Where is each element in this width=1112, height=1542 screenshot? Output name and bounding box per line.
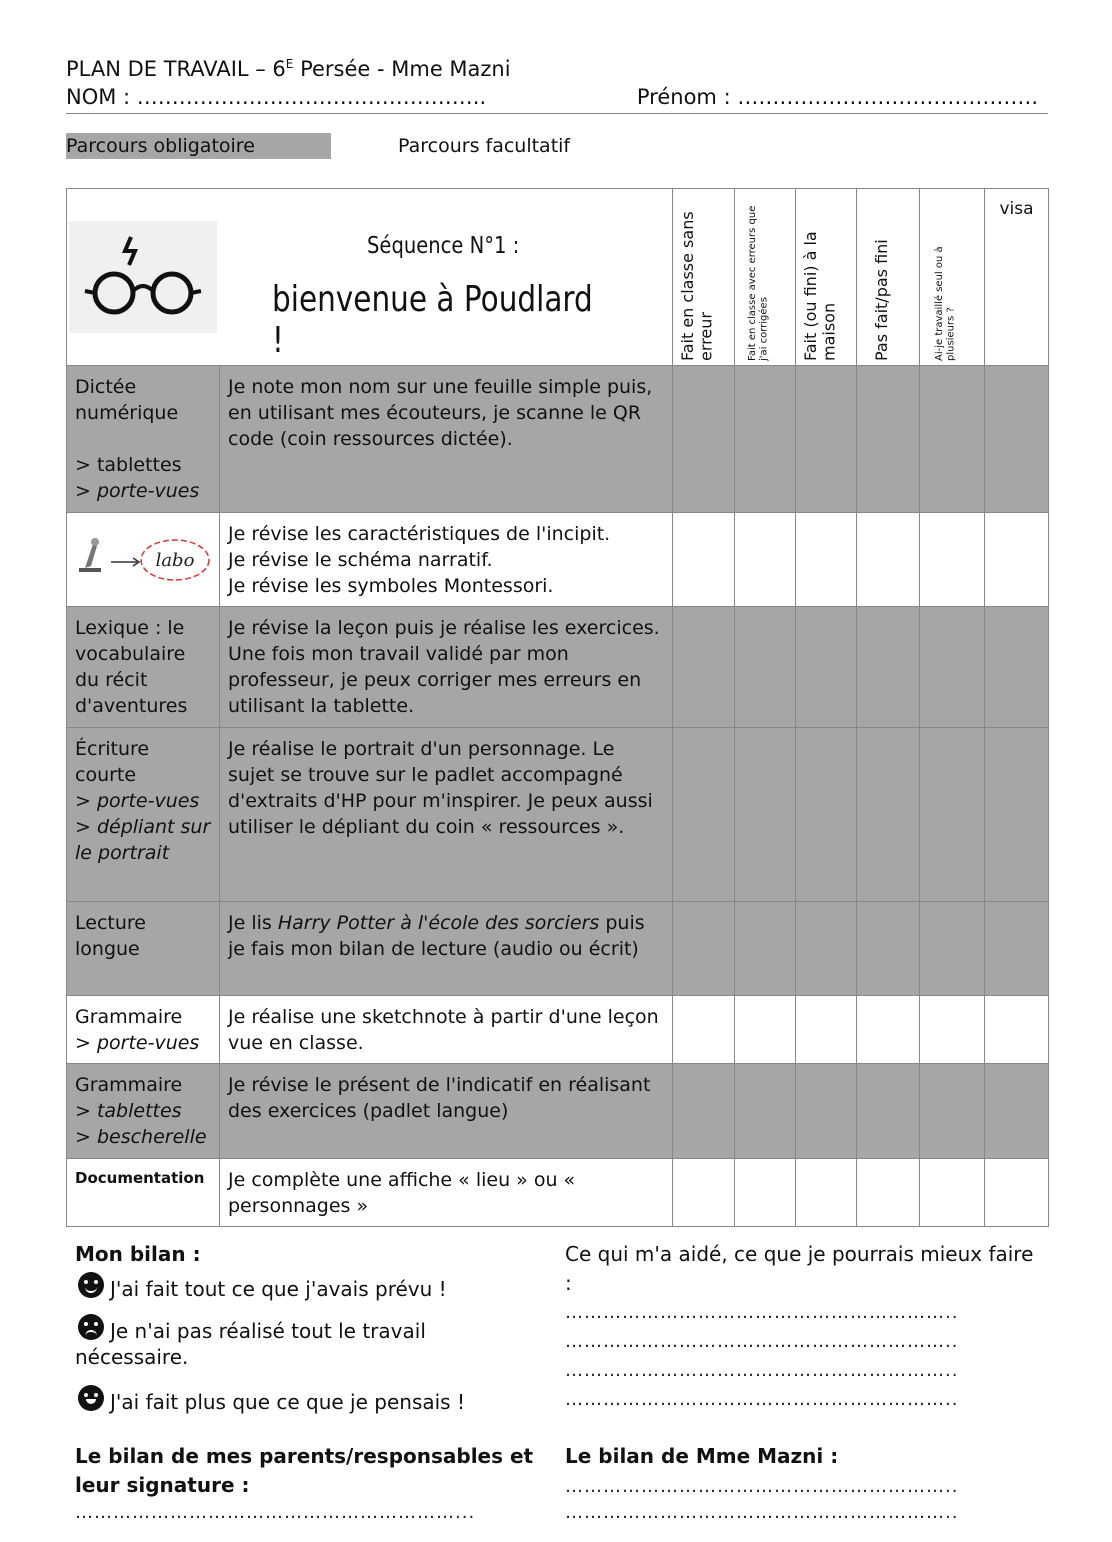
row-category: Grammaire > porte-vues — [67, 996, 220, 1064]
row-category: Documentation — [67, 1159, 220, 1227]
visa-cell[interactable] — [985, 1159, 1049, 1227]
row-description: Je réalise une sketchnote à partir d'une leçon vue en classe. — [220, 996, 673, 1064]
bilan-item-2: Je n'ai pas réalisé tout le travail — [78, 1314, 426, 1346]
row-description: Je révise la leçon puis je réalise les exercices. Une fois mon travail validé par mon professeur, je peux corriger mes erreurs en utilisant la tablette. — [220, 607, 673, 728]
visa-cell[interactable] — [985, 607, 1049, 728]
row-category: Lecture longue — [67, 902, 220, 996]
mazni-line-2[interactable]: …………………………………………………….. — [565, 1502, 959, 1523]
row-description: Je réalise le portrait d'un personnage. Le sujet se trouve sur le padlet accompagné d'extraits d'HP pour m'inspirer. Je peux aussi utiliser le dépliant du coin « ressources ». — [220, 728, 673, 902]
work-plan-table — [66, 188, 1049, 1227]
check-cell[interactable] — [920, 513, 985, 607]
row-description: Je révise le présent de l'indicatif en réalisant des exercices (padlet langue) — [220, 1064, 673, 1159]
bilan-item-3: J'ai fait plus que ce que je pensais ! — [78, 1385, 465, 1417]
check-cell[interactable] — [857, 513, 920, 607]
row-category: Grammaire > tablettes > bescherelle — [67, 1064, 220, 1159]
table-row — [67, 996, 1049, 1064]
check-cell[interactable] — [673, 996, 735, 1064]
parents-title: Le bilan de mes parents/responsables et leur signature : — [75, 1444, 534, 1497]
prenom-field: Prénom : ……………………………………. — [636, 85, 1038, 109]
check-cell[interactable] — [920, 1064, 985, 1159]
check-cell[interactable] — [920, 902, 985, 996]
check-cell[interactable] — [735, 1064, 796, 1159]
col-header-avec-erreurs: Fait en classe avec erreurs que j'ai corrigées — [735, 189, 796, 366]
parcours-facultatif: Parcours facultatif — [398, 135, 571, 157]
table-row — [67, 366, 1049, 513]
check-cell[interactable] — [796, 1159, 857, 1227]
col-header-pas-fait: Pas fait/pas fini — [857, 189, 920, 366]
parents-line[interactable]: ……………………………………………………... — [75, 1502, 476, 1523]
check-cell[interactable] — [920, 607, 985, 728]
check-cell[interactable] — [673, 728, 735, 902]
sequence-title-cell — [67, 189, 673, 366]
visa-cell[interactable] — [985, 902, 1049, 996]
check-cell[interactable] — [735, 607, 796, 728]
check-cell[interactable] — [857, 607, 920, 728]
check-cell[interactable] — [857, 1159, 920, 1227]
page-header — [66, 50, 1048, 114]
check-cell[interactable] — [920, 1159, 985, 1227]
aide-line-1[interactable]: …………………………………………………….. — [565, 1302, 959, 1323]
table-row — [67, 1159, 1049, 1227]
aide-line-4[interactable]: …………………………………………………….. — [565, 1389, 959, 1410]
row-description: Je lis Harry Potter à l'école des sorciers puis je fais mon bilan de lecture (audio ou écrit) — [220, 902, 673, 996]
col-header-sans-erreur: Fait en classe sans erreur — [673, 189, 735, 366]
bilan-item-1: J'ai fait tout ce que j'avais prévu ! — [78, 1272, 447, 1304]
check-cell[interactable] — [673, 366, 735, 513]
header-sup: E — [285, 57, 294, 71]
header-class: Persée - Mme Mazni — [293, 57, 511, 81]
glasses-icon — [69, 221, 217, 333]
check-cell[interactable] — [673, 607, 735, 728]
svg-text:labo: labo — [155, 549, 195, 571]
row-category: Lexique : le vocabulaire du récit d'aventures — [67, 607, 220, 728]
table-row — [67, 1064, 1049, 1159]
check-cell[interactable] — [857, 1064, 920, 1159]
check-cell[interactable] — [857, 902, 920, 996]
row-category: Dictée numérique > tablettes > porte-vues — [67, 366, 220, 513]
visa-cell[interactable] — [985, 513, 1049, 607]
check-cell[interactable] — [796, 513, 857, 607]
check-cell[interactable] — [735, 902, 796, 996]
check-cell[interactable] — [796, 607, 857, 728]
aide-line-3[interactable]: …………………………………………………….. — [565, 1360, 959, 1381]
header-line1 — [66, 50, 1048, 83]
header-line2 — [66, 83, 1048, 114]
check-cell[interactable] — [920, 728, 985, 902]
check-cell[interactable] — [735, 728, 796, 902]
header-title: PLAN DE TRAVAIL – 6 — [66, 57, 286, 81]
visa-cell[interactable] — [985, 1064, 1049, 1159]
check-cell[interactable] — [673, 513, 735, 607]
laughing-face-icon — [78, 1385, 104, 1411]
col-header-maison: Fait (ou fini) à la maison — [796, 189, 857, 366]
visa-cell[interactable] — [985, 996, 1049, 1064]
mazni-title: Le bilan de Mme Mazni : — [565, 1444, 839, 1468]
nom-field: NOM : ………………………………………….. — [66, 85, 487, 109]
happy-face-icon — [78, 1272, 104, 1298]
bilan-item-2b: nécessaire. — [75, 1345, 189, 1369]
check-cell[interactable] — [857, 366, 920, 513]
row-description: Je note mon nom sur une feuille simple puis, en utilisant mes écouteurs, je scanne le QR code (coin ressources dictée). — [220, 366, 673, 513]
check-cell[interactable] — [796, 996, 857, 1064]
sequence-title: bienvenue à Poudlard ! — [272, 279, 593, 361]
check-cell[interactable] — [857, 728, 920, 902]
check-cell[interactable] — [735, 366, 796, 513]
check-cell[interactable] — [920, 996, 985, 1064]
aide-title: Ce qui m'a aidé, ce que je pourrais mieux faire : — [565, 1242, 1034, 1295]
sad-face-icon — [78, 1314, 104, 1340]
check-cell[interactable] — [673, 902, 735, 996]
labo-cell — [67, 513, 220, 607]
row-description: Je complète une affiche « lieu » ou « personnages » — [220, 1159, 673, 1227]
check-cell[interactable] — [796, 728, 857, 902]
check-cell[interactable] — [673, 1159, 735, 1227]
check-cell[interactable] — [796, 902, 857, 996]
table-row — [67, 728, 1049, 902]
table-row — [67, 902, 1049, 996]
col-header-seul: Ai-je travaillé seul ou à plusieurs ? — [920, 189, 985, 366]
sequence-number: Séquence N°1 : — [367, 233, 520, 259]
table-row — [67, 607, 1049, 728]
bilan-title: Mon bilan : — [75, 1242, 201, 1266]
check-cell[interactable] — [735, 1159, 796, 1227]
check-cell[interactable] — [796, 366, 857, 513]
col-header-visa: visa — [985, 189, 1049, 366]
check-cell[interactable] — [920, 366, 985, 513]
aide-line-2[interactable]: …………………………………………………….. — [565, 1331, 959, 1352]
visa-cell[interactable] — [985, 728, 1049, 902]
mazni-line-1[interactable]: …………………………………………………….. — [565, 1476, 959, 1497]
check-cell[interactable] — [857, 996, 920, 1064]
table-header-row — [67, 189, 1049, 366]
check-cell[interactable] — [735, 513, 796, 607]
microscope-labo-icon — [67, 528, 217, 588]
check-cell[interactable] — [673, 1064, 735, 1159]
visa-cell[interactable] — [985, 366, 1049, 513]
harry-glasses-logo — [69, 221, 217, 333]
check-cell[interactable] — [796, 1064, 857, 1159]
row-description: Je révise les caractéristiques de l'incipit. Je révise le schéma narratif. Je révise les symboles Montessori. — [220, 513, 673, 607]
parcours-obligatoire: Parcours obligatoire — [66, 133, 331, 159]
table-row — [67, 513, 1049, 607]
row-category: Écriture courte > porte-vues > dépliant sur le portrait — [67, 728, 220, 902]
check-cell[interactable] — [735, 996, 796, 1064]
